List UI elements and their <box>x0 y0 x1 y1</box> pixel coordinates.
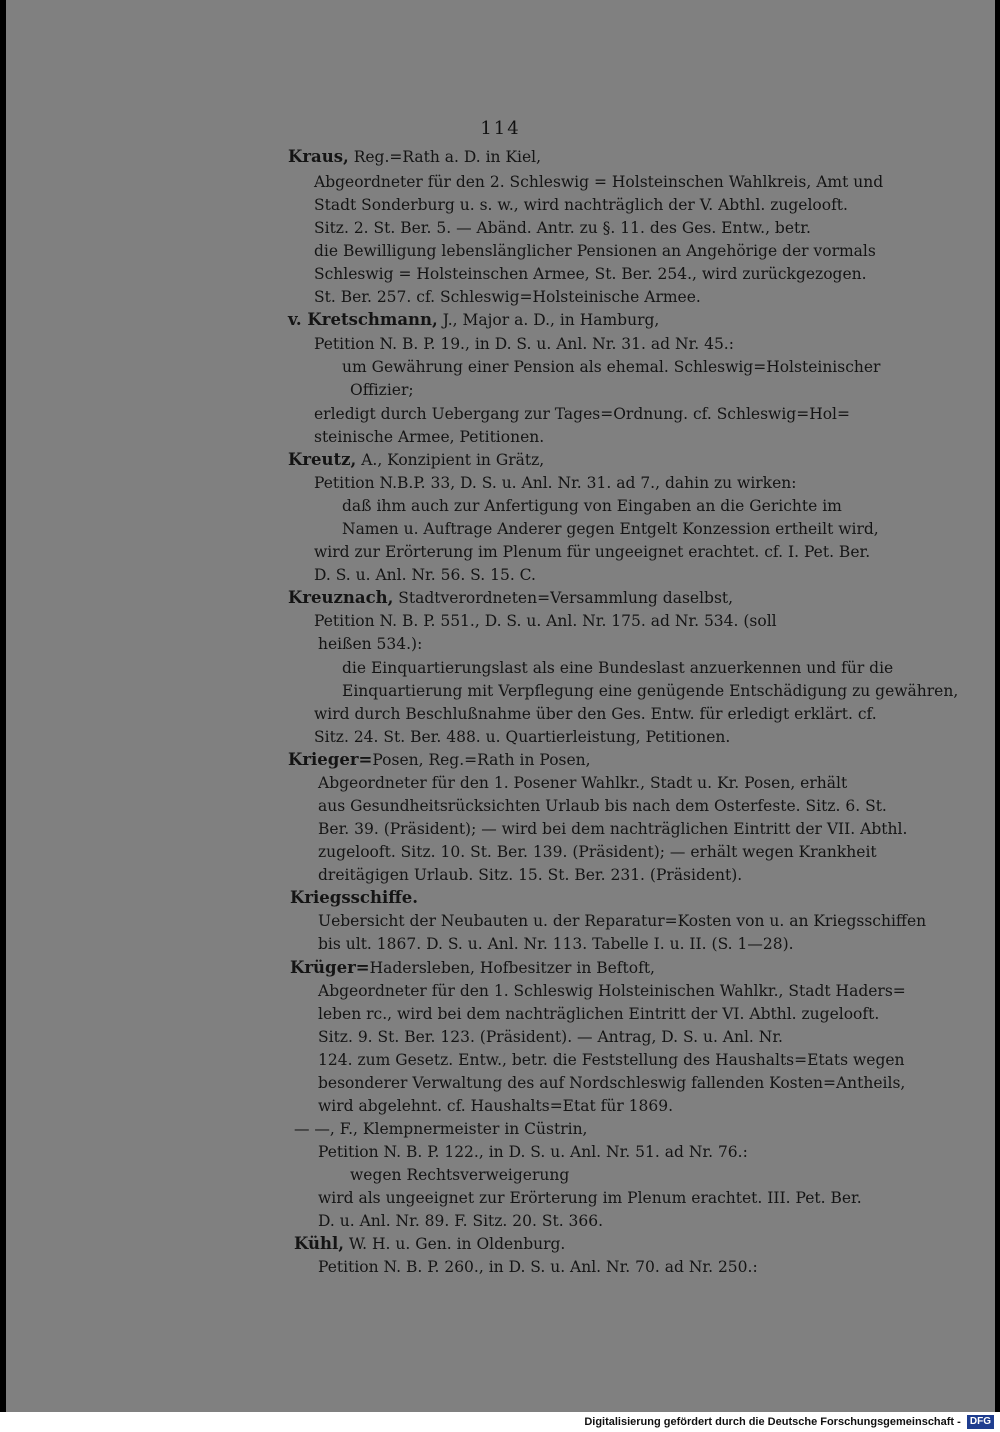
entry-text: um Gewährung einer Pension als ehemal. Schleswig=Holsteinischer <box>342 358 881 376</box>
entry-text: 124. zum Gesetz. Entw., betr. die Feststellung des Haushalts=Etats wegen <box>318 1051 905 1069</box>
entry-text: die Einquartierungslast als eine Bundeslast anzuerkennen und für die <box>342 659 894 677</box>
entry-text: Schleswig = Holsteinschen Armee, St. Ber. 254., wird zurückgezogen. <box>314 265 867 283</box>
entry-text-line <box>314 286 701 308</box>
entry-text: D. S. u. Anl. Nr. 56. S. 15. C. <box>314 566 536 584</box>
entry-text-line <box>314 472 796 494</box>
entry-text: Ber. 39. (Präsident); — wird bei dem nachträglichen Eintritt der VII. Abthl. <box>318 820 908 838</box>
entry-keyword: Kühl, <box>294 1234 344 1253</box>
entry-text: Sitz. 2. St. Ber. 5. — Abänd. Antr. zu §. 11. des Ges. Entw., betr. <box>314 219 811 237</box>
entry-keyword: Kraus, <box>288 147 349 166</box>
entry-heading-line <box>290 957 655 979</box>
entry-text-line <box>318 633 422 655</box>
entry-heading-line <box>290 887 418 909</box>
entry-text-line <box>314 541 870 563</box>
entry-text: A., Konzipient in Grätz, <box>356 451 545 469</box>
entry-text-line <box>342 657 893 679</box>
entry-text: wird als ungeeignet zur Erörterung im Plenum erachtet. III. Pet. Ber. <box>318 1189 862 1207</box>
entry-text-line <box>318 818 907 840</box>
entry-text-line <box>318 864 742 886</box>
entry-text: Sitz. 9. St. Ber. 123. (Präsident). — Antrag, D. S. u. Anl. Nr. <box>318 1028 783 1046</box>
entry-text-line <box>314 403 850 425</box>
entry-text: heißen 534.): <box>318 635 423 653</box>
entry-heading-line <box>288 309 659 331</box>
entry-text: wegen Rechtsverweigerung <box>350 1166 570 1184</box>
entry-text: Stadt Sonderburg u. s. w., wird nachträglich der V. Abthl. zugelooft. <box>314 196 848 214</box>
entry-text-line <box>342 680 958 702</box>
footer-text: Digitalisierung gefördert durch die Deutsche Forschungsgemeinschaft - <box>584 1416 961 1428</box>
entry-text-line <box>314 564 536 586</box>
entry-text: zugelooft. Sitz. 10. St. Ber. 139. (Präsident); — erhält wegen Krankheit <box>318 843 877 861</box>
entry-text-line <box>318 1003 879 1025</box>
entry-text-line <box>350 379 414 401</box>
entry-text: Uebersicht der Neubauten u. der Reparatur=Kosten von u. an Kriegsschiffen <box>318 912 927 930</box>
entry-text: — —, F., Klempnermeister in Cüstrin, <box>294 1120 588 1138</box>
entry-text: W. H. u. Gen. in Oldenburg. <box>343 1235 566 1253</box>
entry-text: besonderer Verwaltung des auf Nordschleswig fallenden Kosten=Antheils, <box>318 1074 906 1092</box>
entry-text-line <box>314 171 883 193</box>
entry-text: Abgeordneter für den 2. Schleswig = Holsteinschen Wahlkreis, Amt und <box>314 173 884 191</box>
entry-heading-line <box>294 1233 565 1255</box>
entry-text-line <box>318 933 794 955</box>
entry-text-line <box>314 217 811 239</box>
entry-text: Abgeordneter für den 1. Schleswig Holsteinischen Wahlkr., Stadt Haders= <box>318 982 906 1000</box>
entry-text-line <box>314 333 734 355</box>
entry-text: Posen, Reg.=Rath in Posen, <box>372 751 591 769</box>
entry-text: Petition N. B. P. 19., in D. S. u. Anl. Nr. 31. ad Nr. 45.: <box>314 335 734 353</box>
page-number: 114 <box>480 118 521 139</box>
entry-text-line <box>318 1049 905 1071</box>
entry-text-line <box>314 240 876 262</box>
digitization-footer <box>0 1412 1000 1432</box>
entry-text-line <box>342 356 880 378</box>
entry-text: Namen u. Auftrage Anderer gegen Entgelt Konzession ertheilt wird, <box>342 520 879 538</box>
entry-text: wird abgelehnt. cf. Haushalts=Etat für 1869. <box>318 1097 674 1115</box>
entry-text-line <box>318 1210 603 1232</box>
entry-text: wird durch Beschlußnahme über den Ges. Entw. für erledigt erklärt. cf. <box>314 705 877 723</box>
scanned-page <box>6 0 995 1412</box>
entry-text-line <box>342 518 879 540</box>
entry-keyword: v. Kretschmann, <box>288 310 438 329</box>
entry-text-line <box>314 610 777 632</box>
entry-text-line <box>318 980 906 1002</box>
entry-text-line <box>342 495 842 517</box>
entry-text-line <box>314 426 544 448</box>
entry-text-line <box>318 1026 783 1048</box>
entry-text: aus Gesundheitsrücksichten Urlaub bis nach dem Osterfeste. Sitz. 6. St. <box>318 797 887 815</box>
entry-heading-line <box>288 449 544 471</box>
entry-text: D. u. Anl. Nr. 89. F. Sitz. 20. St. 366. <box>318 1212 604 1230</box>
entry-text: steinische Armee, Petitionen. <box>314 428 545 446</box>
entry-text-line <box>350 1164 569 1186</box>
entry-text: wird zur Erörterung im Plenum für ungeeignet erachtet. cf. I. Pet. Ber. <box>314 543 871 561</box>
entry-text-line <box>318 910 926 932</box>
entry-keyword: Kriegsschiffe. <box>290 888 419 907</box>
entry-text-line <box>314 194 848 216</box>
entry-keyword: Kreutz, <box>288 450 357 469</box>
entry-text: Stadtverordneten=Versammlung daselbst, <box>393 589 734 607</box>
entry-text-line <box>318 772 847 794</box>
entry-text: daß ihm auch zur Anfertigung von Eingaben an die Gerichte im <box>342 497 842 515</box>
entry-keyword: Kreuznach, <box>288 588 394 607</box>
entry-text: Reg.=Rath a. D. in Kiel, <box>348 148 542 166</box>
entry-text: Petition N. B. P. 260., in D. S. u. Anl. Nr. 70. ad Nr. 250.: <box>318 1258 758 1276</box>
entry-text: J., Major a. D., in Hamburg, <box>437 311 660 329</box>
entry-text: erledigt durch Uebergang zur Tages=Ordnung. cf. Schleswig=Hol= <box>314 405 850 423</box>
entry-text: Petition N. B. P. 551., D. S. u. Anl. Nr. 175. ad Nr. 534. (soll <box>314 612 777 630</box>
entry-text-line <box>314 726 730 748</box>
entry-text: die Bewilligung lebenslänglicher Pensionen an Angehörige der vormals <box>314 242 876 260</box>
entry-heading-line <box>288 146 541 168</box>
entry-text: bis ult. 1867. D. S. u. Anl. Nr. 113. Tabelle I. u. II. (S. 1—28). <box>318 935 794 953</box>
entry-text: Offizier; <box>350 381 414 399</box>
dfg-logo: DFG <box>967 1415 994 1429</box>
entry-heading-line <box>288 749 591 771</box>
entry-text-line <box>318 1095 673 1117</box>
entry-text: Petition N.B.P. 33, D. S. u. Anl. Nr. 31. ad 7., dahin zu wirken: <box>314 474 797 492</box>
entry-text-line <box>294 1118 588 1140</box>
entry-text-line <box>318 841 877 863</box>
entry-text-line <box>318 1187 862 1209</box>
entry-text: dreitägigen Urlaub. Sitz. 15. St. Ber. 231. (Präsident). <box>318 866 743 884</box>
entry-text: Einquartierung mit Verpflegung eine genügende Entschädigung zu gewähren, <box>342 682 959 700</box>
entry-text: Abgeordneter für den 1. Posener Wahlkr., Stadt u. Kr. Posen, erhält <box>318 774 848 792</box>
entry-text-line <box>318 1141 748 1163</box>
entry-keyword: Krieger= <box>288 750 373 769</box>
entry-text: Sitz. 24. St. Ber. 488. u. Quartierleistung, Petitionen. <box>314 728 731 746</box>
entry-text-line <box>318 1072 905 1094</box>
entry-text: Hadersleben, Hofbesitzer in Beftoft, <box>369 959 655 977</box>
entry-text-line <box>318 795 887 817</box>
entry-heading-line <box>288 587 733 609</box>
entry-text: Petition N. B. P. 122., in D. S. u. Anl. Nr. 51. ad Nr. 76.: <box>318 1143 748 1161</box>
entry-text-line <box>314 263 867 285</box>
entry-keyword: Krüger= <box>290 958 370 977</box>
entry-text-line <box>318 1256 758 1278</box>
entry-text-line <box>314 703 877 725</box>
entry-text: leben rc., wird bei dem nachträglichen Eintritt der VI. Abthl. zugelooft. <box>318 1005 880 1023</box>
entry-text: St. Ber. 257. cf. Schleswig=Holsteinische Armee. <box>314 288 701 306</box>
